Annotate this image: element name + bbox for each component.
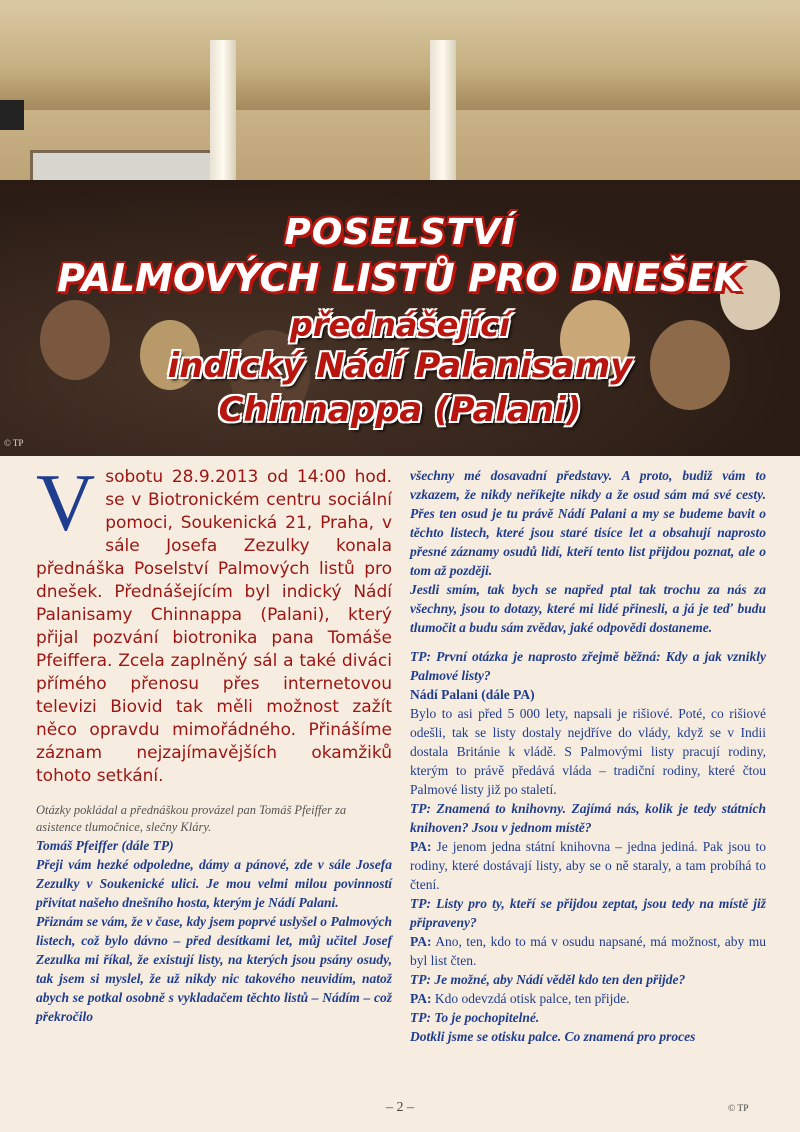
header-photo: [0, 0, 800, 456]
subtitle-line3: Chinnappa (Palani): [218, 390, 582, 430]
body-paragraph: Jestli smím, tak bych se napřed ptal tak trochu za nás za všechny, jsou to dotazy, které mi lidé přinesli, a já je teď budu tlumočit a budu sám zvědav, jaké odpovědi dostaneme.: [410, 582, 766, 635]
body-paragraph: Přiznám se vám, že v čase, kdy jsem poprvé uslyšel o Palmových listech, což bylo dávno – před desítkami let, můj učitel Josef Zezulka mi říkal, že existují listy, na kterých jsou psány osudy, tak jsem si myslel, že už nikdy nic takového neuvidím, natož abych se potkal osobně s vykladačem těchto listů – Nádím – což překročilo: [36, 914, 392, 1024]
question: TP: To je pochopitelné.: [410, 1010, 540, 1025]
body-paragraph: všechny mé dosavadní představy. A proto, budiž vám to vzkazem, že nikdy neříkejte nikdy a že osud sám má své cesty. Přes ten osud je tu právě Nádí Palani a my se budeme bavit o těchto listech, které jsou staré tisíce let a obsahují naprosto přesné záznamy osudů lidí, kteří tento list přijdou poznat, ale o tom až později.: [410, 468, 766, 578]
right-column: [410, 466, 766, 1046]
speaker-label-tp: Tomáš Pfeiffer (dále TP): [36, 838, 174, 853]
answer-text: Kdo odevzdá otisk palce, ten přijde.: [431, 991, 630, 1006]
subtitle-line2: indický Nádí Palanisamy: [167, 346, 633, 386]
page-title-line1: POSELSTVÍ: [284, 212, 516, 253]
left-column: [36, 457, 392, 1026]
photo-speaker: [0, 100, 24, 130]
subtitle-line1: přednášející: [289, 306, 511, 344]
question: TP: Listy pro ty, kteří se přijdou zeptat, jsou tedy na místě již připraveny?: [410, 896, 766, 930]
question: TP: První otázka je naprosto zřejmě běžná: Kdy a jak vznikly Palmové listy?: [410, 649, 766, 683]
answer-text: Ano, ten, kdo to má v osudu napsané, má možnost, aby mu byl list čten.: [410, 934, 766, 968]
photo-ceiling: [0, 0, 800, 110]
interview-credits: Otázky pokládal a přednáškou provázel pan Tomáš Pfeiffer za asistence tlumočnice, slečny Kláry.: [36, 803, 347, 834]
intro-paragraph: [36, 457, 392, 788]
pa-tag: PA:: [410, 991, 432, 1006]
question: TP: Je možné, aby Nádí věděl kdo ten den přijde?: [410, 972, 686, 987]
question: Dotkli jsme se otisku palce. Co znamená pro proces: [410, 1029, 696, 1044]
page-title-line2: PALMOVÝCH LISTŮ PRO DNEŠEK: [57, 256, 743, 300]
speaker-label-pa: Nádí Palani (dále PA): [410, 687, 535, 702]
photo-credit: © TP: [4, 438, 24, 448]
drop-cap: V: [36, 457, 96, 548]
question: TP: Znamená to knihovny. Zajímá nás, kolik je tedy státních knihoven? Jsou v jednom místě?: [410, 801, 766, 835]
answer: [410, 837, 766, 894]
pa-tag: PA:: [410, 839, 432, 854]
intro-text: sobotu 28.9.2013 od 14:00 hod. se v Biotronickém centru sociální pomoci, Soukenická 21, Praha, v sále Josefa Zezulky konala přednáška Poselství Palmových listů pro dnešek. Přednášejícím byl indický Nádí Palanisamy Chinnappa (Palani), který přijal pozvání biotronika pana Tomáše Pfeiffera. Zcela zaplněný sál a také diváci přímého přenosu přes internetovou televizi Biovid tak měli možnost zažít něco opravdu mimořádného. Přinášíme záznam nejzajímavějších okamžiků tohoto setkání.: [36, 467, 392, 786]
page-number: – 2 –: [386, 1100, 414, 1115]
answer: [410, 989, 766, 1008]
answer: [410, 932, 766, 970]
answer-text: Je jenom jedna státní knihovna – jedna jediná. Pak jsou to rodiny, které dostávají listy, aby se o ně staraly, a tam probíhá to čtení.: [410, 839, 766, 892]
pa-tag: PA:: [410, 934, 432, 949]
footer-credit: © TP: [728, 1104, 749, 1114]
answer: Bylo to asi před 5 000 lety, napsali je rišiové. Poté, co rišiové odešli, tak se listy dostaly nejdříve do vlády, když se v Indii dostala Británie k vládě. S Palmovými listy pracují rodiny, kterým to právě předává vláda – tradiční rodiny, které čtou Palmové listy již po staletí.: [410, 706, 766, 797]
body-paragraph: Přeji vám hezké odpoledne, dámy a pánové, zde v sále Josefa Zezulky v Soukenické ulici. Je mou velmi milou povinností přivítat našeho dnešního hosta, kterým je Nádí Palani.: [36, 857, 392, 910]
